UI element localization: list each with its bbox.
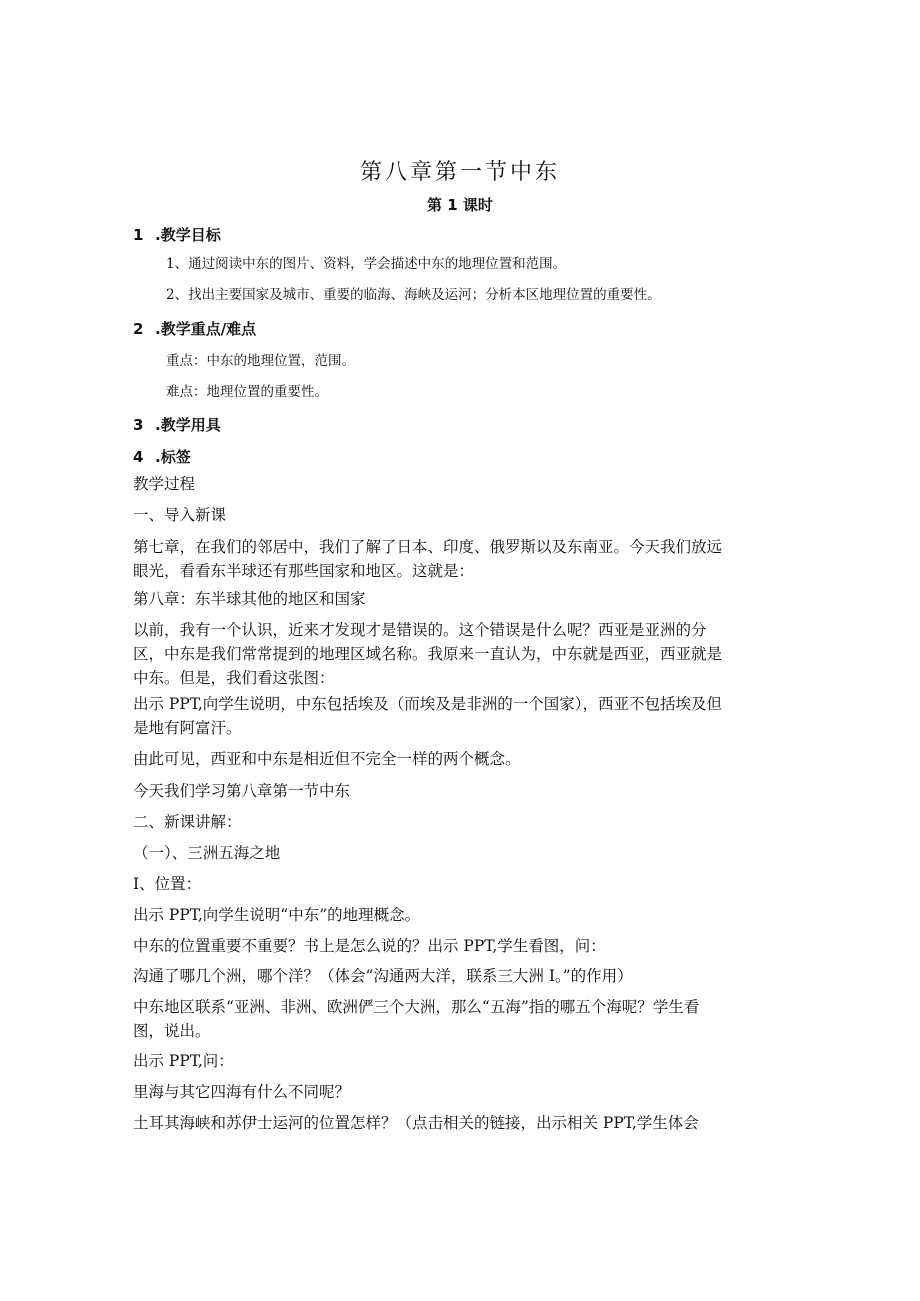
text-line: 中东的位置重要不重要？书上是怎么说的？出示 PPT,学生看图，问： xyxy=(133,937,606,955)
body-paragraph xyxy=(133,964,788,988)
section-heading xyxy=(133,446,191,468)
body-paragraph xyxy=(133,934,788,958)
text-line: 土耳其海峡和苏伊士运河的位置怎样？（点击相关的链接，出示相关 PPT,学生体会 xyxy=(133,1114,699,1132)
body-paragraph xyxy=(133,1111,788,1135)
text-line: 出示 PPT,向学生说明，中东包括埃及（而埃及是非洲的一个国家），西亚不包括埃及但 xyxy=(133,695,723,713)
text-line: 以前，我有一个认识，近来才发现才是错误的。这个错误是什么呢？西亚是亚洲的分 xyxy=(133,621,707,639)
section-number: 4 xyxy=(133,448,144,466)
body-paragraph xyxy=(133,535,788,583)
text-line: 区，中东是我们常常提到的地理区域名称。我原来一直认为，中东就是西亚，西亚就是 xyxy=(133,645,723,663)
text-line: 第七章，在我们的邻居中，我们了解了日本、印度、俄罗斯以及东南亚。今天我们放远 xyxy=(133,538,723,556)
section-label: .教学用具 xyxy=(155,416,221,434)
body-paragraph xyxy=(133,587,788,611)
section-heading xyxy=(133,318,256,340)
keypoint-item: 重点：中东的地理位置，范围。 xyxy=(166,353,355,369)
text-line: 沟通了哪几个洲，哪个洋？（体会“沟通两大洋，联系三大洲 I。”的作用） xyxy=(133,967,633,985)
text-line: 教学过程 xyxy=(133,475,196,493)
body-paragraph xyxy=(133,810,788,834)
section-label: .标签 xyxy=(155,448,191,466)
keypoint-item: 难点：地理位置的重要性。 xyxy=(166,384,328,400)
body-paragraph xyxy=(133,903,788,927)
text-line: 中东。但是，我们看这张图： xyxy=(133,669,335,687)
body-paragraph xyxy=(133,692,788,740)
body-paragraph xyxy=(133,618,788,690)
body-paragraph xyxy=(133,779,788,803)
section-heading xyxy=(133,414,221,436)
body-paragraph xyxy=(133,472,788,496)
body-paragraph xyxy=(133,1049,788,1073)
body-paragraph xyxy=(133,995,788,1043)
text-line: 出示 PPT,向学生说明“中东”的地理概念。 xyxy=(133,906,421,924)
section-heading xyxy=(133,224,221,246)
body-paragraph xyxy=(133,503,788,527)
text-line: 二、新课讲解： xyxy=(133,813,242,831)
text-line: 是地有阿富汗。 xyxy=(133,719,242,737)
body-paragraph xyxy=(133,872,788,896)
body-paragraph xyxy=(133,1080,788,1104)
text-line: 眼光，看看东半球还有那些国家和地区。这就是： xyxy=(133,562,475,580)
section-label: .教学目标 xyxy=(155,226,221,244)
section-number: 2 xyxy=(133,320,144,338)
document-title: 第八章第一节中东 xyxy=(359,160,560,185)
lesson-subtitle: 第 1 课时 xyxy=(427,196,493,214)
text-line: 出示 PPT,问： xyxy=(133,1052,234,1070)
body-paragraph xyxy=(133,841,788,865)
objective-item: 1、通过阅读中东的图片、资料，学会描述中东的地理位置和范围。 xyxy=(166,256,567,272)
text-line: 由此可见，西亚和中东是相近但不完全一样的两个概念。 xyxy=(133,750,521,768)
text-line: 今天我们学习第八章第一节中东 xyxy=(133,782,351,800)
text-line: 第八章：东半球其他的地区和国家 xyxy=(133,590,366,608)
text-line: （一）、三洲五海之地 xyxy=(133,844,281,862)
text-line: I、位置： xyxy=(133,875,202,893)
body-paragraph xyxy=(133,747,788,771)
text-line: 一、导入新课 xyxy=(133,506,227,524)
text-line: 中东地区联系“亚洲、非洲、欧洲俨三个大洲，那么“五海”指的哪五个海呢？学生看 xyxy=(133,998,700,1016)
section-label: .教学重点/难点 xyxy=(155,320,257,338)
text-line: 图，说出。 xyxy=(133,1022,211,1040)
text-line: 里海与其它四海有什么不同呢？ xyxy=(133,1083,351,1101)
section-number: 3 xyxy=(133,416,144,434)
objective-item: 2、找出主要国家及城市、重要的临海、海峡及运河；分析本区地理位置的重要性。 xyxy=(166,287,661,303)
section-number: 1 xyxy=(133,226,144,244)
